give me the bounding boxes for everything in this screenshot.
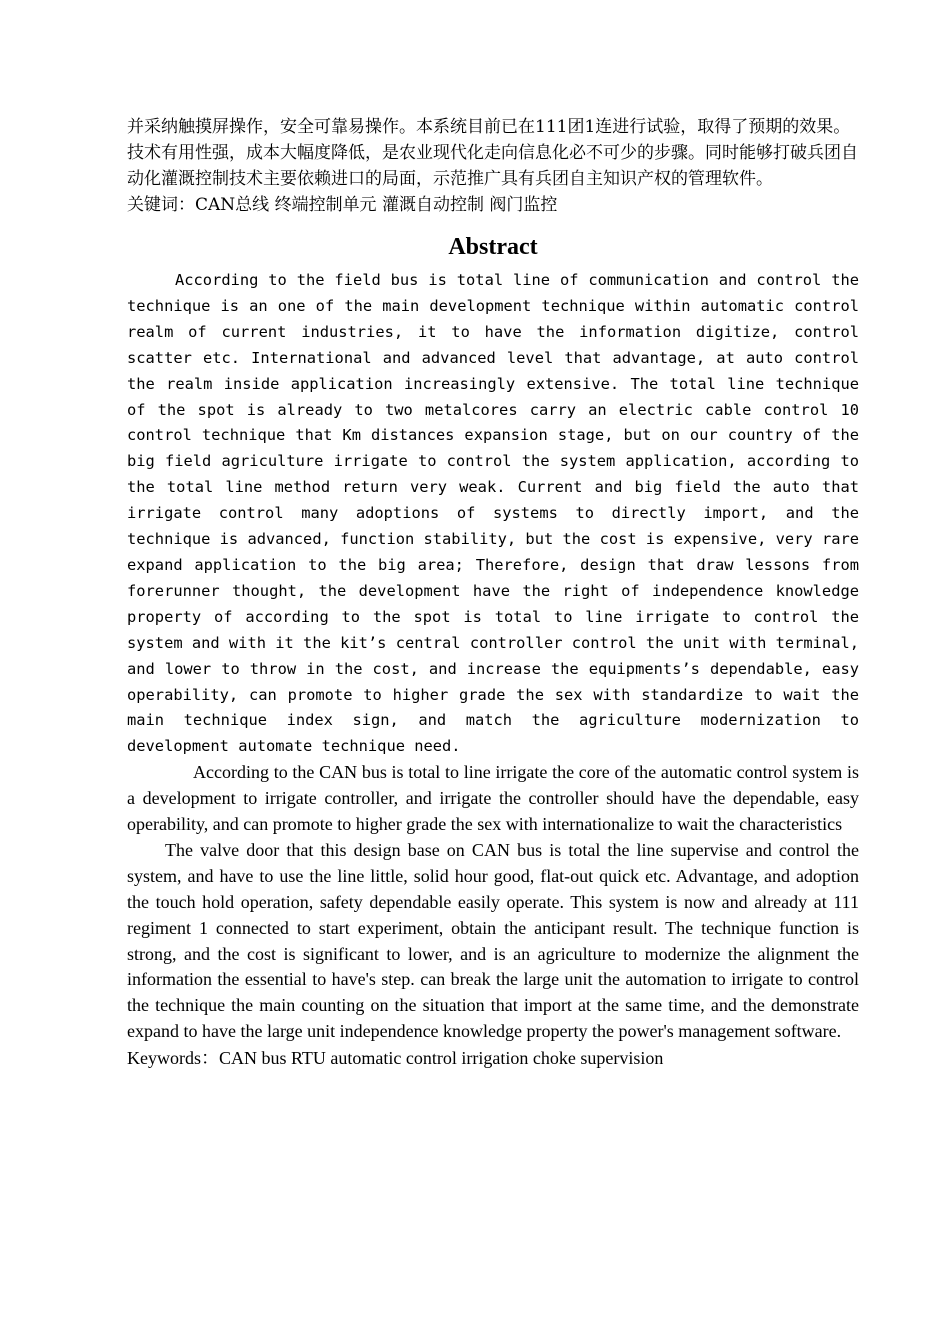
abstract-paragraph-1: According to the field bus is total line of communication and control the technique is an one of the main development technique within automatic control realm of current industries, it to have the information digitize, control scatter etc. International and advanced level that advantage, at auto control the realm inside application increasingly extensive. The total line technique of the spot is already to two metalcores carry an electric cable control 10 control technique that Km distances expansion stage, but on our country of the big field agriculture irrigate to control the system application, according to the total line method return very weak. Current and big field the auto that irrigate control many adoptions of systems to directly import, and the technique is advanced, function stability, but the cost is expensive, very rare expand application to the big area; Therefore, design that draw lessons from forerunner thought, the development have the right of independence knowledge property of according to the spot is total to line irrigate to control the system and with it the kit’s central controller control the unit with terminal, and lower to throw in the cost, and increase the equipments’s dependable, easy operability, can promote to higher grade the sex with standardize to wait the main technique index sign, and match the agriculture modernization to development automate technique need. xyxy=(127,271,860,756)
abstract-title: Abstract xyxy=(448,234,538,260)
abstract-paragraph-2: According to the CAN bus is total to line irrigate the core of the automatic control system is a development to irrigate controller, and irrigate the controller should have the dependable, easy operability, and can promote to higher grade the sex with internationalize to wait the characteristics xyxy=(127,762,859,835)
document-page xyxy=(127,114,859,1071)
english-keywords: Keywords：CAN bus RTU automatic control irrigation choke supervision xyxy=(127,1048,664,1069)
chinese-keywords: 关键词：CAN总线 终端控制单元 灌溉自动控制 阀门监控 xyxy=(127,195,558,215)
abstract-paragraph-3: The valve door that this design base on CAN bus is total the line supervise and control the system, and have to use the line little, solid hour good, flat-out quick etc. Advantage, and adoption the touch hold operation, safety dependable easily operate. This system is now and already at 111 regiment 1 connected to start experiment, obtain the anticipant result. The technique function is strong, and the cost is significant to lower, and is an agriculture to modernize the alignment the information the essential to have's step. can break the large unit the automation to irrigate to control the technique the main counting on the situation that import at the same time, and the demonstrate expand to have the large unit independence knowledge property the power's management software. xyxy=(127,839,859,1042)
chinese-abstract-tail: 并采纳触摸屏操作，安全可靠易操作。本系统目前已在111团1连进行试验，取得了预期的效果。技术有用性强，成本大幅度降低，是农业现代化走向信息化必不可少的步骤。同时能够打破兵团自动化灌溉控制技术主要依赖进口的局面，示范推广具有兵团自主知识产权的管理软件。 xyxy=(127,117,858,189)
